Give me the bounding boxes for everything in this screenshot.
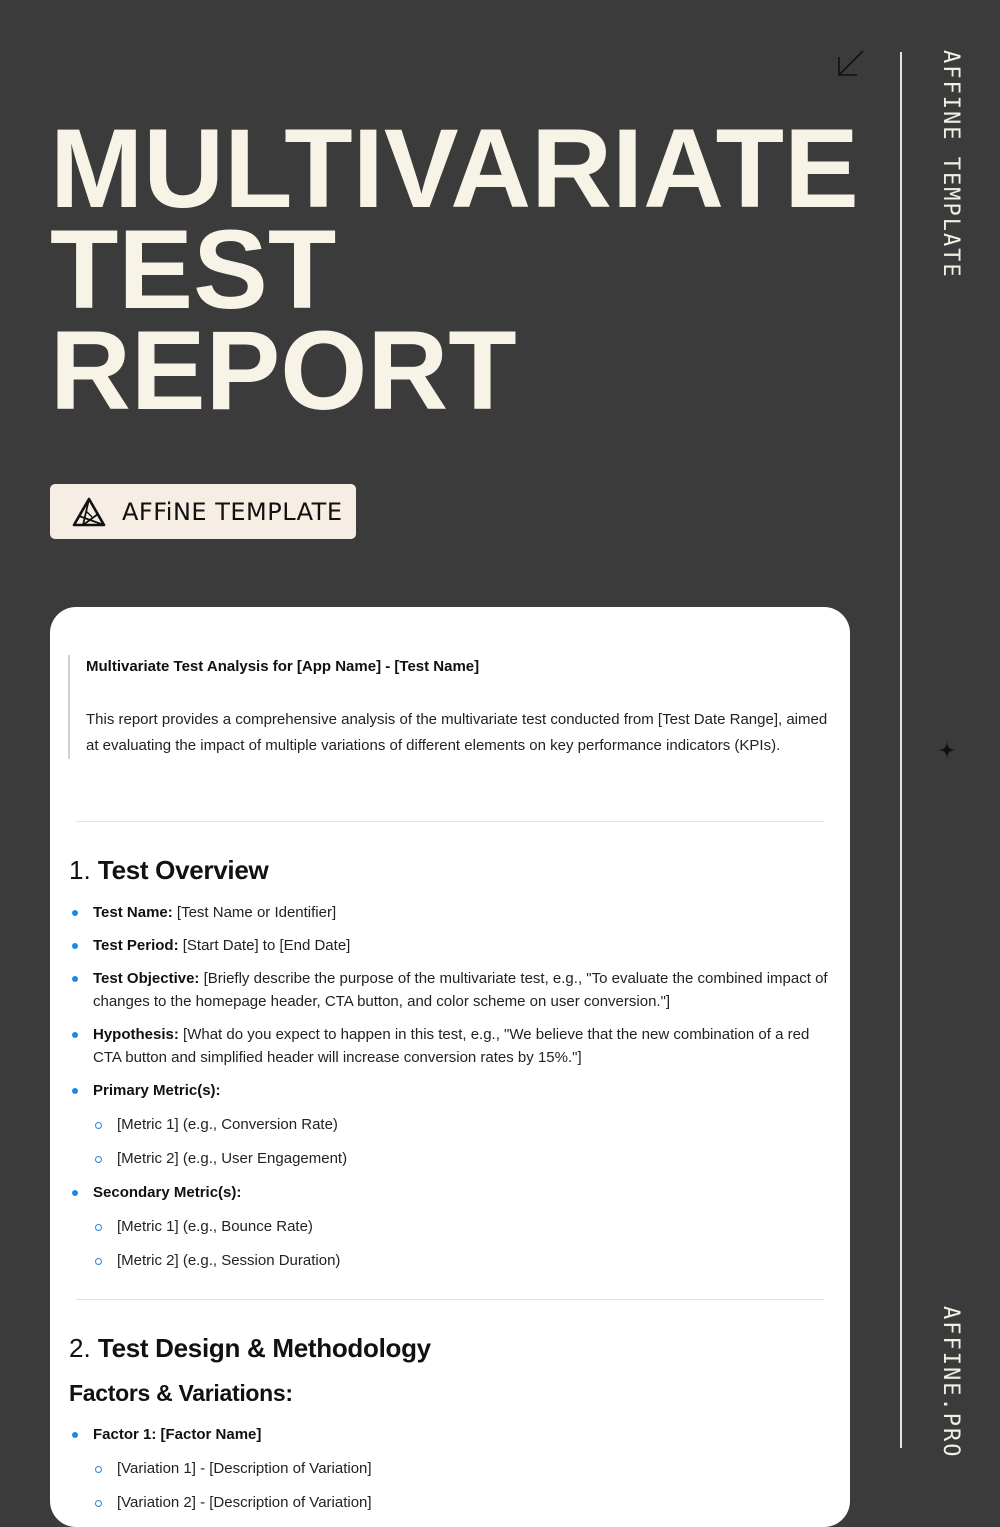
list-item bbox=[50, 934, 850, 957]
list-item bbox=[50, 1249, 850, 1272]
list-item bbox=[50, 1147, 850, 1170]
item-label: Secondary Metric(s): bbox=[93, 1184, 242, 1201]
hero-title-line-3: REPORT bbox=[50, 308, 517, 433]
bullet-ring-icon bbox=[95, 1122, 102, 1129]
bullet-ring-icon bbox=[95, 1258, 102, 1265]
item-text: [Metric 2] (e.g., User Engagement) bbox=[117, 1150, 348, 1167]
bullet-dot-icon bbox=[72, 1032, 78, 1038]
item-text: [Metric 2] (e.g., Session Duration) bbox=[117, 1252, 341, 1269]
document-card bbox=[50, 607, 850, 1527]
item-label: Test Objective: bbox=[93, 970, 200, 987]
intro-quote bbox=[68, 655, 828, 759]
badge-label: AFFiNE TEMPLATE bbox=[122, 497, 343, 526]
section-heading-test-overview bbox=[69, 855, 268, 886]
list-item bbox=[50, 901, 850, 924]
arrow-down-left-icon bbox=[836, 48, 866, 78]
list-item bbox=[50, 1113, 850, 1136]
item-text: [Briefly describe the purpose of the multivariate test, e.g., "To evaluate the combined impact of changes to the homepage header, CTA button, and color scheme on user conversion."] bbox=[93, 970, 828, 1010]
item-text: [What do you expect to happen in this test, e.g., "We believe that the new combination of a red CTA button and simplified header will increase conversion rates by 15%."] bbox=[93, 1026, 810, 1066]
divider bbox=[76, 821, 824, 822]
item-label: Hypothesis: bbox=[93, 1026, 179, 1043]
quote-title: Multivariate Test Analysis for [App Name] - [Test Name] bbox=[86, 658, 480, 675]
divider bbox=[76, 1299, 824, 1300]
list-item bbox=[50, 1181, 850, 1204]
bullet-dot-icon bbox=[72, 976, 78, 982]
bullet-dot-icon bbox=[72, 1088, 78, 1094]
side-text-template: AFFINE TEMPLATE bbox=[938, 50, 963, 279]
item-text: [Start Date] to [End Date] bbox=[178, 937, 351, 954]
item-text: [Variation 1] - [Description of Variation] bbox=[117, 1460, 372, 1477]
bullet-dot-icon bbox=[72, 1432, 78, 1438]
section-heading-test-design bbox=[69, 1333, 431, 1364]
sparkle-icon bbox=[938, 741, 956, 759]
list-item bbox=[50, 1215, 850, 1238]
item-label: Primary Metric(s): bbox=[93, 1082, 221, 1099]
bullet-ring-icon bbox=[95, 1466, 102, 1473]
list-item bbox=[50, 1491, 850, 1514]
hero-title bbox=[50, 106, 859, 433]
list-item bbox=[50, 1423, 850, 1446]
bullet-dot-icon bbox=[72, 943, 78, 949]
list-item bbox=[50, 1023, 850, 1069]
test-overview-list bbox=[50, 901, 850, 1272]
hero-title-line-1: MULTIVARIATE bbox=[50, 106, 859, 231]
item-text: [Metric 1] (e.g., Conversion Rate) bbox=[117, 1116, 338, 1133]
affine-logo-icon bbox=[72, 497, 106, 527]
section-number: 1. bbox=[69, 855, 91, 885]
bullet-ring-icon bbox=[95, 1156, 102, 1163]
bullet-ring-icon bbox=[95, 1224, 102, 1231]
section-title: Test Overview bbox=[97, 855, 269, 885]
bullet-dot-icon bbox=[72, 1190, 78, 1196]
vertical-divider bbox=[900, 52, 902, 1448]
list-item bbox=[50, 1079, 850, 1102]
item-label: Test Name: bbox=[93, 904, 173, 921]
bullet-dot-icon bbox=[72, 910, 78, 916]
list-item bbox=[50, 967, 850, 1013]
item-text: [Variation 2] - [Description of Variation] bbox=[117, 1494, 372, 1511]
quote-body: This report provides a comprehensive analysis of the multivariate test conducted from [Test Date Range], aimed at evaluating the impact of multiple variations of different elements on key performance indicators (KPIs). bbox=[86, 711, 828, 754]
section-number: 2. bbox=[69, 1333, 91, 1363]
subheading-factors-variations: Factors & Variations: bbox=[69, 1380, 293, 1406]
item-text: [Metric 1] (e.g., Bounce Rate) bbox=[117, 1218, 313, 1235]
factors-list bbox=[50, 1423, 850, 1514]
item-text: [Test Name or Identifier] bbox=[172, 904, 337, 921]
section-title: Test Design & Methodology bbox=[97, 1333, 431, 1363]
hero-title-line-2: TEST bbox=[50, 207, 337, 332]
item-label: Factor 1: [Factor Name] bbox=[93, 1426, 262, 1443]
affine-template-badge bbox=[50, 484, 356, 539]
bullet-ring-icon bbox=[95, 1500, 102, 1507]
side-text-website: AFFINE.PRO bbox=[938, 1306, 963, 1459]
list-item bbox=[50, 1457, 850, 1480]
item-label: Test Period: bbox=[93, 937, 179, 954]
